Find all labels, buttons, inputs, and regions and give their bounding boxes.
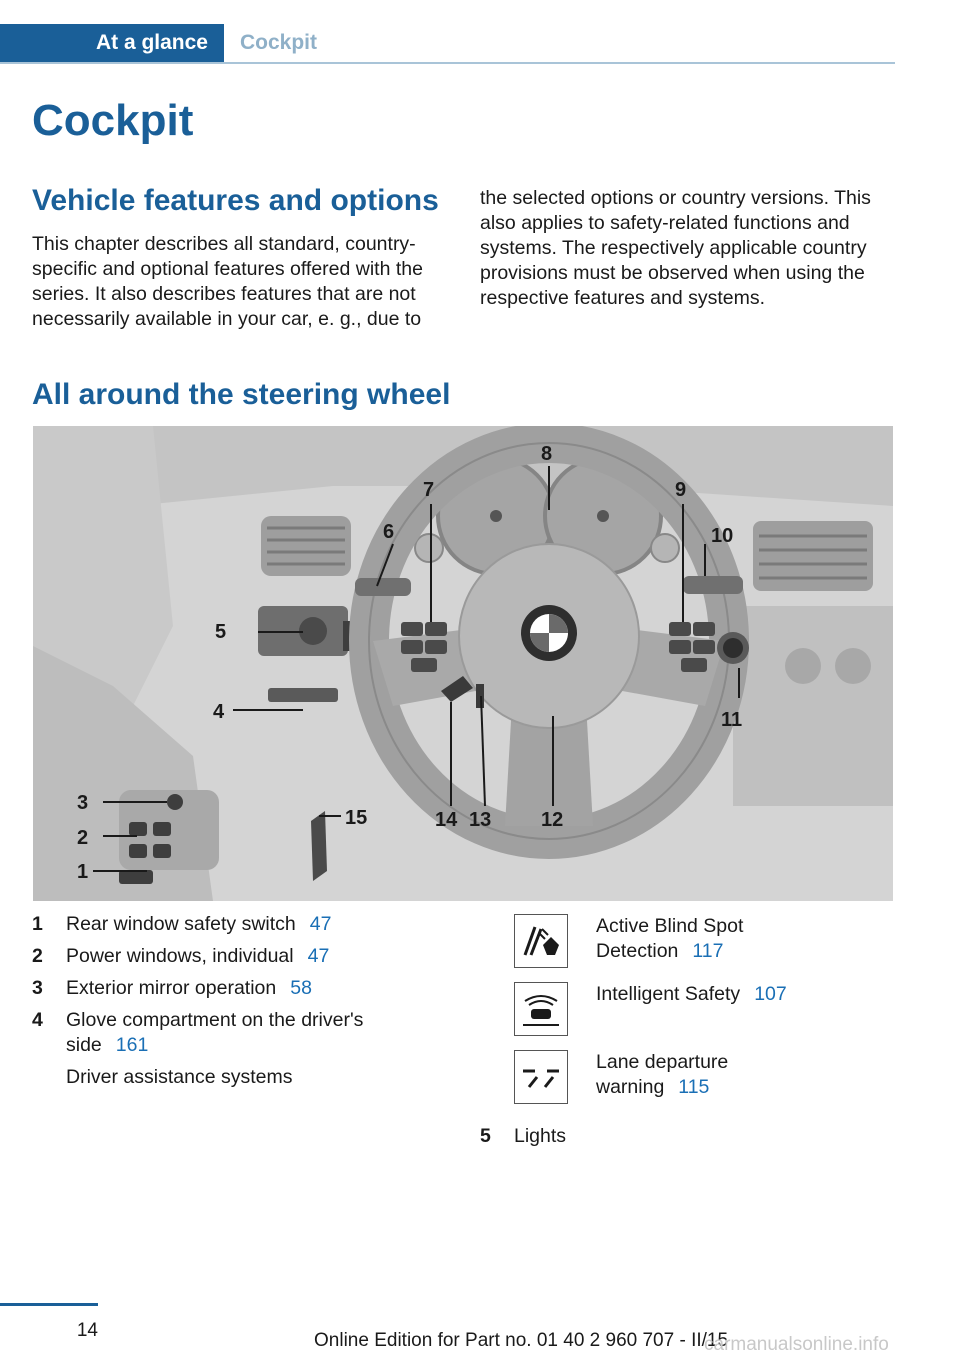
list-item bbox=[32, 976, 452, 1001]
item-number: 2 bbox=[32, 945, 43, 967]
breadcrumb-at-a-glance[interactable]: At a glance bbox=[0, 24, 224, 62]
cockpit-illustration bbox=[33, 426, 893, 901]
page-link[interactable]: 115 bbox=[678, 1076, 710, 1098]
list-item bbox=[32, 1008, 452, 1058]
page-title: Cockpit bbox=[32, 96, 194, 145]
item-label: Power windows, individual bbox=[66, 945, 294, 967]
callout-14: 14 bbox=[435, 809, 458, 831]
page-number: 14 bbox=[76, 1320, 98, 1341]
callout-4: 4 bbox=[213, 701, 225, 723]
item-label: Exterior mirror operation bbox=[66, 977, 277, 999]
legend-list bbox=[32, 912, 452, 1090]
list-item-lights bbox=[480, 1124, 566, 1149]
callout-8: 8 bbox=[541, 443, 553, 465]
driver-assistance-heading: Driver assistance systems bbox=[66, 1066, 293, 1088]
item-number: 4 bbox=[32, 1009, 43, 1031]
item-number: 1 bbox=[32, 913, 43, 935]
section-title-vehicle-features: Vehicle features and options bbox=[32, 184, 439, 217]
callout-2: 2 bbox=[77, 827, 89, 849]
cockpit-drawing bbox=[33, 426, 893, 901]
intro-text-left: This chapter describes all standard, country-specific and optional features offered with the series. It also describes features that are not necessarily available in your car, e. g., due to bbox=[32, 233, 423, 330]
list-item bbox=[32, 944, 452, 969]
item-label: Glove compartment on the driver's side bbox=[66, 1009, 364, 1056]
page-link[interactable]: 161 bbox=[115, 1034, 149, 1056]
item-label: Lights bbox=[514, 1125, 567, 1147]
callout-13: 13 bbox=[469, 809, 492, 831]
callout-6: 6 bbox=[383, 521, 395, 543]
page-link[interactable]: 117 bbox=[692, 940, 724, 962]
lane-departure-icon bbox=[514, 1050, 568, 1104]
callout-3: 3 bbox=[77, 792, 89, 814]
footer-rule bbox=[0, 1303, 98, 1306]
intelligent-safety-icon bbox=[514, 982, 568, 1036]
item-number: 5 bbox=[480, 1125, 491, 1147]
assist-label: Intelligent Safety bbox=[596, 983, 741, 1005]
callout-9: 9 bbox=[675, 479, 687, 501]
callout-1: 1 bbox=[77, 861, 89, 883]
callout-7: 7 bbox=[423, 479, 435, 501]
callout-10: 10 bbox=[711, 525, 734, 547]
section-title-steering-wheel: All around the steering wheel bbox=[32, 378, 451, 411]
page-link[interactable]: 47 bbox=[309, 913, 332, 935]
list-item bbox=[32, 912, 452, 937]
page-link[interactable]: 58 bbox=[290, 977, 312, 999]
breadcrumb-cockpit[interactable]: Cockpit bbox=[240, 31, 318, 54]
page-link[interactable]: 47 bbox=[307, 945, 330, 967]
watermark: carmanualsonline.info bbox=[704, 1334, 889, 1355]
footer-edition: Online Edition for Part no. 01 40 2 960 707 - II/15 bbox=[314, 1330, 729, 1351]
callout-12: 12 bbox=[541, 809, 564, 831]
callout-11: 11 bbox=[721, 709, 743, 731]
callout-5: 5 bbox=[215, 621, 227, 643]
item-label: Rear window safety switch bbox=[66, 913, 296, 935]
blind-spot-icon bbox=[514, 914, 568, 968]
intro-text-right: the selected options or country versions. This also applies to safety-related functions and systems. The respectively applicable country provisions must be observed when using the respective features and systems. bbox=[480, 187, 871, 309]
item-number: 3 bbox=[32, 977, 43, 999]
assist-label: Lane departure warning bbox=[596, 1051, 729, 1098]
callout-15: 15 bbox=[345, 807, 368, 829]
assist-label: Active Blind Spot Detection bbox=[596, 915, 744, 962]
page-link[interactable]: 107 bbox=[754, 983, 787, 1005]
